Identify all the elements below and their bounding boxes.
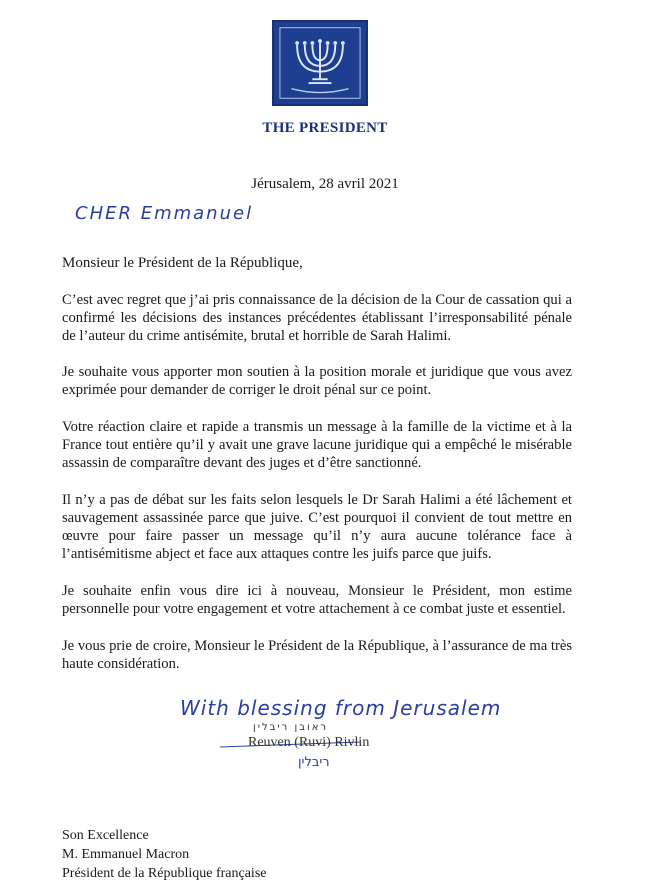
dateline: Jérusalem, 28 avril 2021 — [251, 176, 399, 192]
addressee-block — [62, 826, 266, 883]
signature-mark: ריבלין — [298, 755, 330, 770]
addressee-line-3: Président de la République française — [62, 866, 267, 881]
salutation: Monsieur le Président de la République, — [62, 255, 303, 271]
menorah-emblem-icon — [272, 20, 368, 106]
signer-name: Reuven (Ruvi) Rivlin — [248, 735, 370, 750]
paragraph-3: Votre réaction claire et rapide a transmis un message à la famille de la victime et à la France tout entière qu’il y avait une grave lacune juridique qui a empêché le misérable assassin de comparaître devant des juges et d’être sanctionné. — [62, 419, 572, 471]
handwritten-closing: With blessing from Jerusalem — [180, 696, 502, 720]
addressee-line-1: Son Excellence — [62, 828, 149, 843]
letterhead-title: THE PRESIDENT — [262, 120, 388, 136]
addressee-line-2: M. Emmanuel Macron — [62, 847, 190, 862]
paragraph-1: C’est avec regret que j’ai pris connaissance de la décision de la Cour de cassation qui a confirmé les décisions des instances précédentes établissant l’irresponsabilité pénale de l’auteur du crime antisémite, brutal et horrible de Sarah Halimi. — [62, 292, 572, 344]
paragraph-5: Je souhaite enfin vous dire ici à nouveau, Monsieur le Président, mon estime personnelle pour votre engagement et votre attachement à ce combat juste et essentiel. — [62, 583, 572, 617]
menorah-icon — [274, 22, 366, 104]
paragraph-6: Je vous prie de croire, Monsieur le Président de la République, à l’assurance de ma très haute considération. — [62, 638, 572, 672]
paragraph-2: Je souhaite vous apporter mon soutien à la position morale et juridique que vous avez exprimée pour demander de corriger le droit pénal sur ce point. — [62, 364, 572, 398]
signature-scribble: ראובן ריבלין — [253, 722, 329, 733]
paragraph-4: Il n’y a pas de débat sur les faits selon lesquels le Dr Sarah Halimi a été lâchement et sauvagement assassinée parce que juive. C’est pourquoi il convient de tout mettre en œuvre pour faire passer un message qu’il n’y aura aucune tolérance face à l’antisémitisme abject et face aux attaques contre les juifs parce que juifs. — [62, 492, 572, 562]
handwritten-greeting: CHER Emmanuel — [75, 203, 254, 224]
